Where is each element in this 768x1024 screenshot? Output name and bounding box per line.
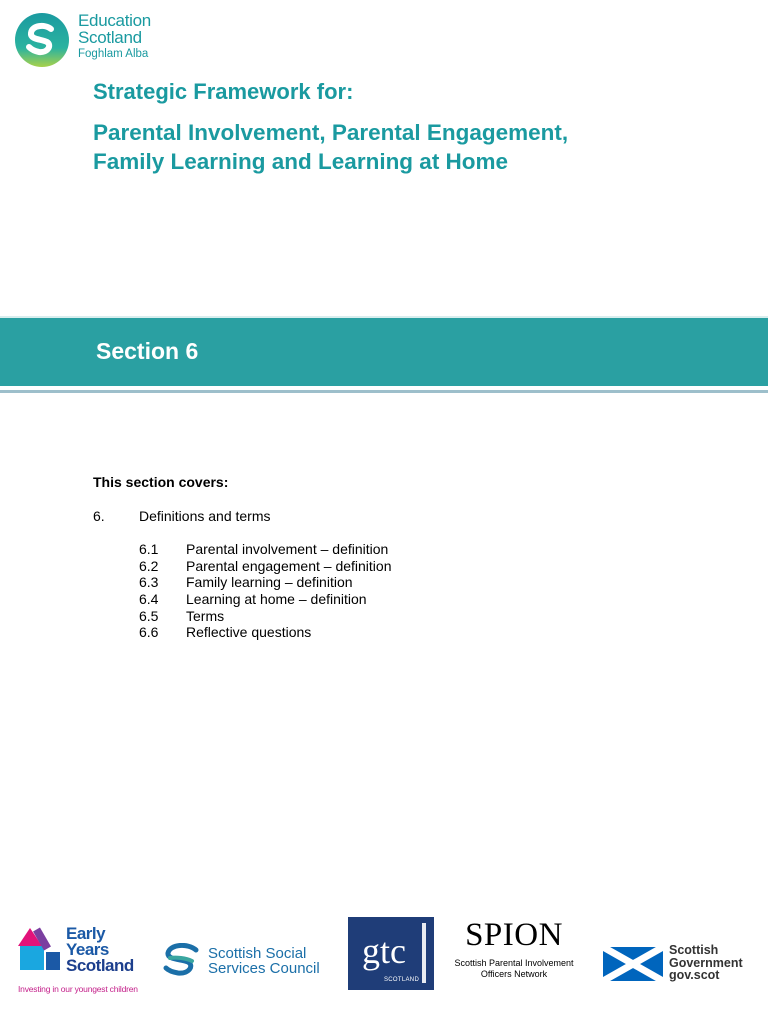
toc-main-text: Definitions and terms bbox=[139, 508, 271, 524]
sgov-line-2: Government bbox=[669, 955, 743, 970]
sgov-line-3: gov.scot bbox=[669, 968, 720, 982]
toc-item-number: 6.1 bbox=[139, 541, 159, 557]
saltire-flag-icon bbox=[603, 947, 663, 981]
toc-item bbox=[139, 608, 391, 625]
spion-wordmark: SPION bbox=[465, 917, 563, 953]
logo-line-education: Education bbox=[78, 11, 151, 30]
sgov-line-1: Scottish bbox=[669, 943, 719, 957]
sssc-line-1: Scottish Social bbox=[208, 945, 307, 962]
document-title bbox=[93, 118, 713, 176]
toc-item-text: Family learning – definition bbox=[186, 574, 353, 591]
title-block bbox=[93, 79, 713, 176]
logo-line-foghlam-alba: Foghlam Alba bbox=[78, 48, 149, 60]
eys-tagline: Investing in our youngest children bbox=[18, 984, 138, 994]
gtc-subtitle: SCOTLAND bbox=[384, 977, 420, 983]
education-scotland-logo bbox=[14, 12, 174, 70]
eys-line-1: Early bbox=[66, 924, 106, 943]
gtc-wordmark: gtc bbox=[362, 931, 406, 971]
sssc-swoosh-icon bbox=[162, 943, 202, 977]
sssc-logo bbox=[162, 942, 332, 982]
toc-item-text: Learning at home – definition bbox=[186, 591, 367, 608]
document-title-line-2: Family Learning and Learning at Home bbox=[93, 149, 509, 174]
eys-line-3: Scotland bbox=[66, 956, 134, 975]
logo-line-scotland: Scotland bbox=[78, 28, 142, 47]
toc-item-number: 6.2 bbox=[139, 557, 159, 574]
spion-logo bbox=[444, 917, 584, 992]
document-title-line-1: Parental Involvement, Parental Engagement, bbox=[93, 120, 569, 145]
document-kicker: Strategic Framework for: bbox=[93, 79, 354, 104]
toc-main-number: 6. bbox=[93, 508, 105, 524]
toc-sub-list bbox=[139, 541, 391, 641]
sssc-line-2: Services Council bbox=[208, 960, 320, 977]
toc-item bbox=[139, 591, 391, 608]
eys-line-2: Years bbox=[66, 940, 109, 959]
education-scotland-swoosh-icon bbox=[14, 12, 70, 68]
toc-item-number: 6.5 bbox=[139, 607, 159, 624]
house-blocks-icon bbox=[18, 924, 64, 974]
toc-item bbox=[139, 624, 391, 641]
section-divider bbox=[0, 390, 768, 393]
early-years-scotland-logo bbox=[18, 922, 153, 992]
toc-item bbox=[139, 558, 391, 575]
section-label: Section 6 bbox=[96, 338, 199, 364]
toc-item-number: 6.4 bbox=[139, 591, 159, 608]
scottish-government-logo bbox=[603, 945, 753, 985]
toc-item-text: Terms bbox=[186, 607, 225, 624]
toc-item-text: Reflective questions bbox=[186, 624, 312, 641]
gtc-accent-bar bbox=[422, 923, 426, 983]
toc-item bbox=[139, 541, 391, 558]
spion-sub-line-1: Scottish Parental Involvement bbox=[454, 958, 574, 968]
spion-subtitle bbox=[444, 958, 584, 980]
spion-sub-line-2: Officers Network bbox=[480, 969, 548, 979]
toc-item-number: 6.3 bbox=[139, 574, 159, 591]
toc-item bbox=[139, 574, 391, 591]
contents-heading: This section covers: bbox=[93, 474, 229, 490]
toc-item-text: Parental engagement – definition bbox=[186, 557, 392, 574]
sgov-wordmark bbox=[669, 944, 743, 982]
partner-logos bbox=[0, 912, 768, 1002]
sssc-wordmark bbox=[208, 946, 320, 976]
eys-wordmark bbox=[66, 926, 134, 974]
toc-item-number: 6.6 bbox=[139, 624, 159, 641]
toc-item-text: Parental involvement – definition bbox=[186, 541, 389, 557]
gtc-scotland-logo bbox=[348, 917, 434, 990]
section-banner bbox=[0, 316, 768, 386]
